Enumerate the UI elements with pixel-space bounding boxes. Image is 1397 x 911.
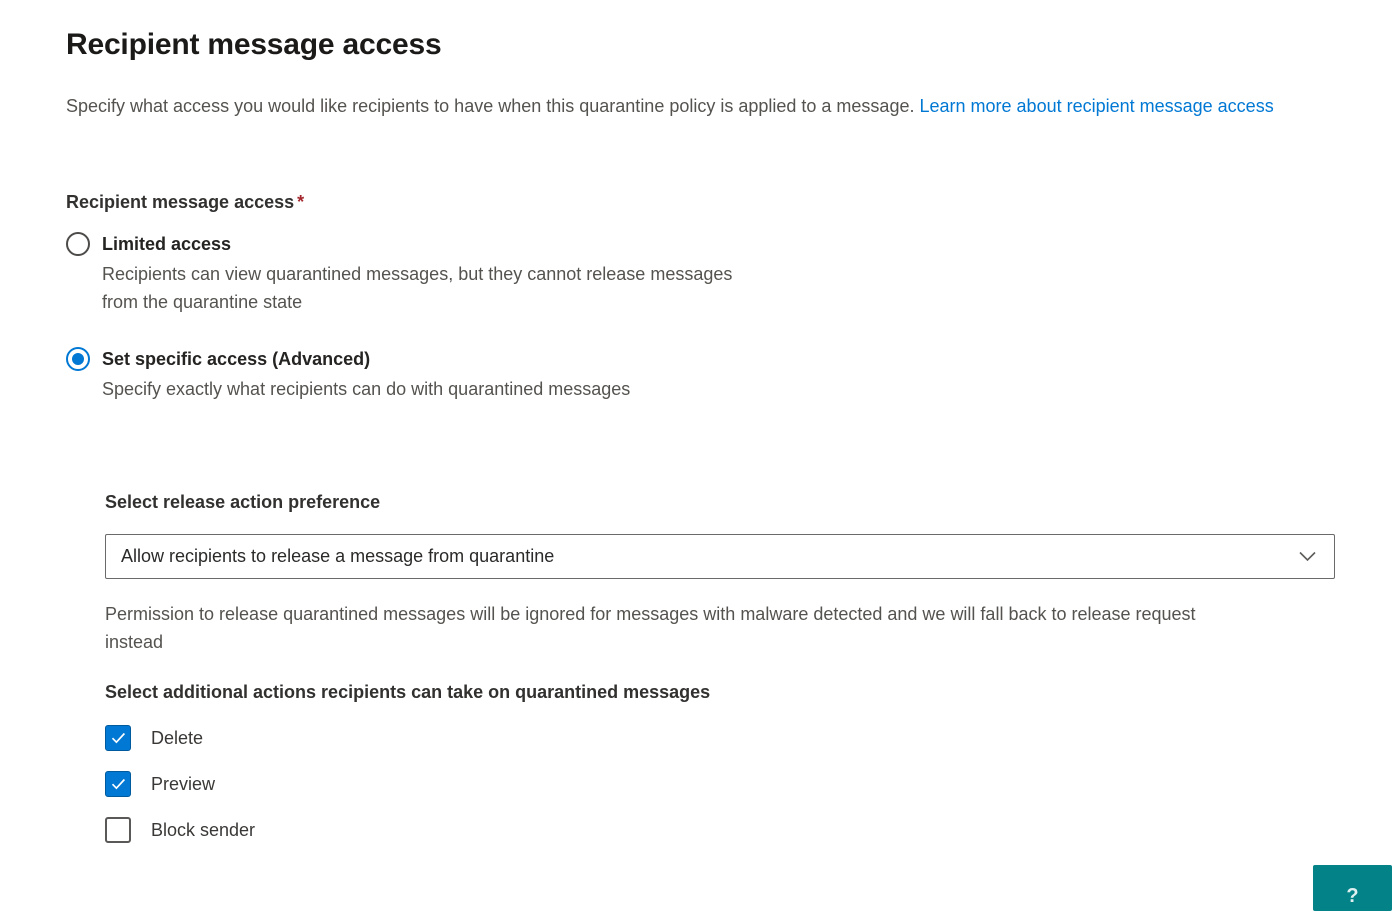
checkbox-unchecked-icon[interactable] (105, 817, 131, 843)
radio-option-text (102, 346, 630, 403)
checkbox-label: Delete (151, 728, 204, 748)
checkbox-row-preview[interactable] (105, 771, 1397, 797)
page-description (66, 92, 1298, 120)
radio-unselected-icon[interactable] (66, 232, 90, 256)
radio-option-label: Set specific access (Advanced) (102, 349, 371, 369)
radio-option-label: Limited access (102, 234, 232, 254)
learn-more-link[interactable]: Learn more about recipient message access (919, 96, 1274, 116)
radio-option-text (102, 231, 762, 316)
required-asterisk: * (297, 192, 305, 212)
advanced-access-section (105, 489, 1397, 843)
checkmark-icon (111, 778, 126, 790)
checkbox-checked-icon[interactable] (105, 771, 131, 797)
checkmark-icon (111, 732, 126, 744)
radio-option-description: Recipients can view quarantined messages, but they cannot release messages from the quarantine state (102, 264, 733, 312)
release-preference-note: Permission to release quarantined messages will be ignored for messages with malware detected and we will fall back to release request instead (105, 604, 1196, 652)
checkbox-row-delete[interactable] (105, 725, 1397, 751)
radio-option-limited-access[interactable] (66, 231, 1397, 316)
release-preference-label: Select release action preference (105, 492, 381, 512)
chevron-down-icon (1299, 551, 1316, 562)
checkbox-label: Preview (151, 774, 216, 794)
access-field-label (66, 190, 1397, 214)
checkbox-checked-icon[interactable] (105, 725, 131, 751)
checkbox-label: Block sender (151, 820, 256, 840)
dropdown-selected-value: Allow recipients to release a message from quarantine (121, 546, 555, 566)
access-field-label-text: Recipient message access (66, 192, 295, 212)
help-button[interactable] (1313, 865, 1392, 911)
radio-selected-icon[interactable] (66, 347, 90, 371)
radio-option-set-specific-access[interactable] (66, 346, 1397, 403)
radio-option-description: Specify exactly what recipients can do with quarantined messages (102, 379, 631, 399)
checkbox-row-block-sender[interactable] (105, 817, 1397, 843)
page-description-text: Specify what access you would like recipients to have when this quarantine policy is applied to a message. (66, 96, 915, 116)
page-title: Recipient message access (66, 28, 442, 61)
release-preference-dropdown[interactable] (105, 534, 1335, 579)
additional-actions-label: Select additional actions recipients can take on quarantined messages (105, 682, 711, 702)
question-mark-icon: ? (1346, 885, 1359, 907)
